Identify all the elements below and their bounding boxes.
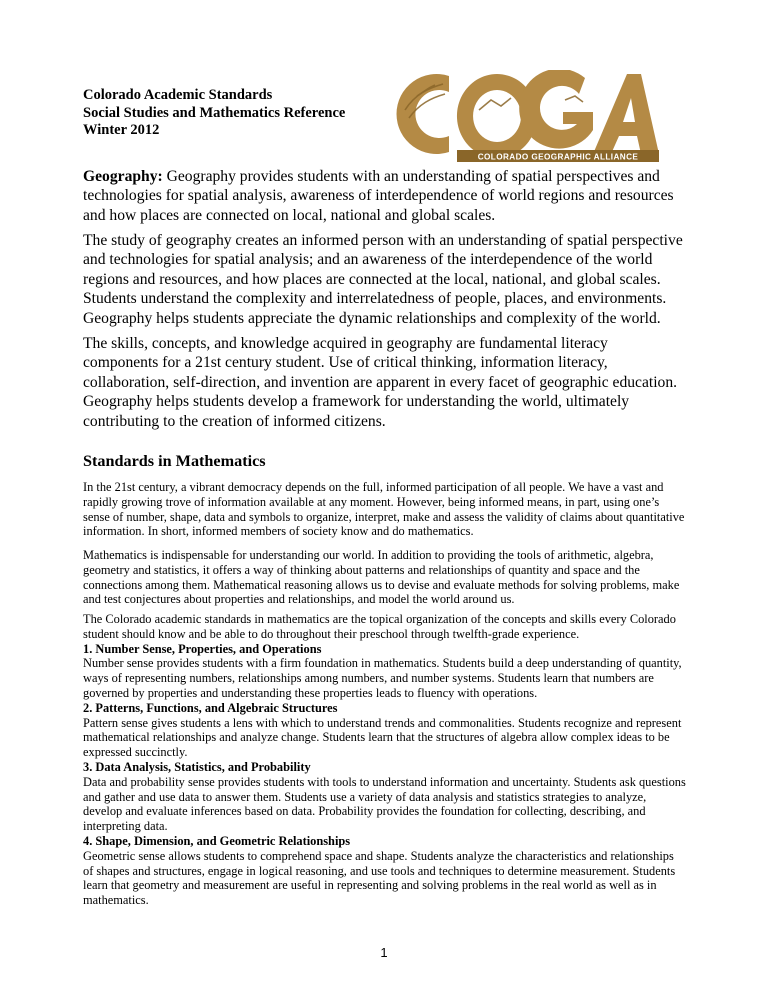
logo-caption: COLORADO GEOGRAPHIC ALLIANCE [477, 152, 639, 162]
strand-title: 1. Number Sense, Properties, and Operations [83, 641, 322, 656]
strand-title: 2. Patterns, Functions, and Algebraic Structures [83, 700, 338, 715]
math-standards-list [83, 612, 687, 908]
geography-paragraph: The skills, concepts, and knowledge acquired in geography are fundamental literacy components for a 21st century student. Use of critical thinking, information literacy, collaboration, self-direction, and invention are apparent in every facet of geographic education. Geography helps students develop a framework for understanding the world, ultimately contributing to the creation of informed citizens. [83, 335, 678, 430]
strand-text: Geometric sense allows students to comprehend space and shape. Students analyze the characteristics and relationships of shapes and structures, engage in logical reasoning, and use tools and techniques to determine measurement. Students learn that geometry and measurement are useful in representing and solving problems in the real world as well as in mathematics. [83, 848, 676, 908]
logo-letter-a [593, 74, 659, 154]
math-paragraph: Mathematics is indispensable for understanding our world. In addition to providing the tools of arithmetic, algebra, geometry and statistics, it offers a way of thinking about patterns and relationships of quantity and space and the connections among them. Mathematical reasoning allows us to devise and evaluate methods for solving problems, make and test conjectures about properties and relationships, and model the world around us. [83, 548, 680, 607]
header-line: Colorado Academic Standards [83, 87, 273, 103]
coga-logo [387, 70, 659, 162]
math-standards-intro: The Colorado academic standards in mathematics are the topical organization of the concepts and skills every Colorado student should know and be able to do throughout their preschool through twelfth-grade experience. [83, 612, 676, 641]
strand-text: Pattern sense gives students a lens with which to understand trends and commonalities. Students recognize and represent mathematical relationships and analyze change. Students learn that the structures of algebra allow complex ideas to be expressed succinctly. [83, 715, 682, 760]
math-heading: Standards in Mathematics [83, 452, 266, 470]
strand-text: Number sense provides students with a firm foundation in mathematics. Students build a deep understanding of quantity, ways of representing numbers, relationships among numbers, and number systems. Students learn that numbers are governed by properties and understanding these properties leads to fluency with operations. [83, 656, 682, 700]
strand-title: 4. Shape, Dimension, and Geometric Relationships [83, 833, 351, 848]
page-number: 1 [380, 945, 388, 960]
geography-paragraph: The study of geography creates an informed person with an understanding of spatial perspective and technologies for spatial analysis; and an awareness of the interdependence of the world regions and resources, and how places are connected at the local, national, and global scales. Students understand the complexity and interrelatedness of people, places, and environments. Geography helps students appreciate the dynamic relationships and complexity of the world. [83, 232, 683, 327]
logo-letter-c [397, 74, 449, 154]
header-line: Winter 2012 [83, 122, 160, 138]
strand-text: Data and probability sense provides students with tools to understand information and uncertainty. Students ask questions and gather and use data to answer them. Students use a variety of data analysis and statistics strategies to analyze, develop and evaluate inferences based on data. Probability provides the foundation for collecting, describing, and interpreting data. [83, 774, 686, 834]
document-header [83, 87, 383, 140]
geography-intro [83, 167, 687, 225]
strand-title: 3. Data Analysis, Statistics, and Probability [83, 759, 311, 774]
geography-intro-text: Geography provides students with an understanding of spatial perspectives and technologies for spatial analysis, awareness of interdependence of world regions and resources and how places are connected on local, national and global scales. [83, 168, 674, 224]
geography-label: Geography: [83, 168, 163, 185]
header-line: Social Studies and Mathematics Reference [83, 104, 346, 121]
math-paragraph: In the 21st century, a vibrant democracy depends on the full, informed participation of all people. We have a vast and rapidly growing trove of information available at any moment. However, being informed means, in part, using one’s sense of number, shape, data and symbols to organize, interpret, make and assess the validity of claims about quantitative information. In short, informed members of society know and do mathematics. [83, 480, 685, 539]
